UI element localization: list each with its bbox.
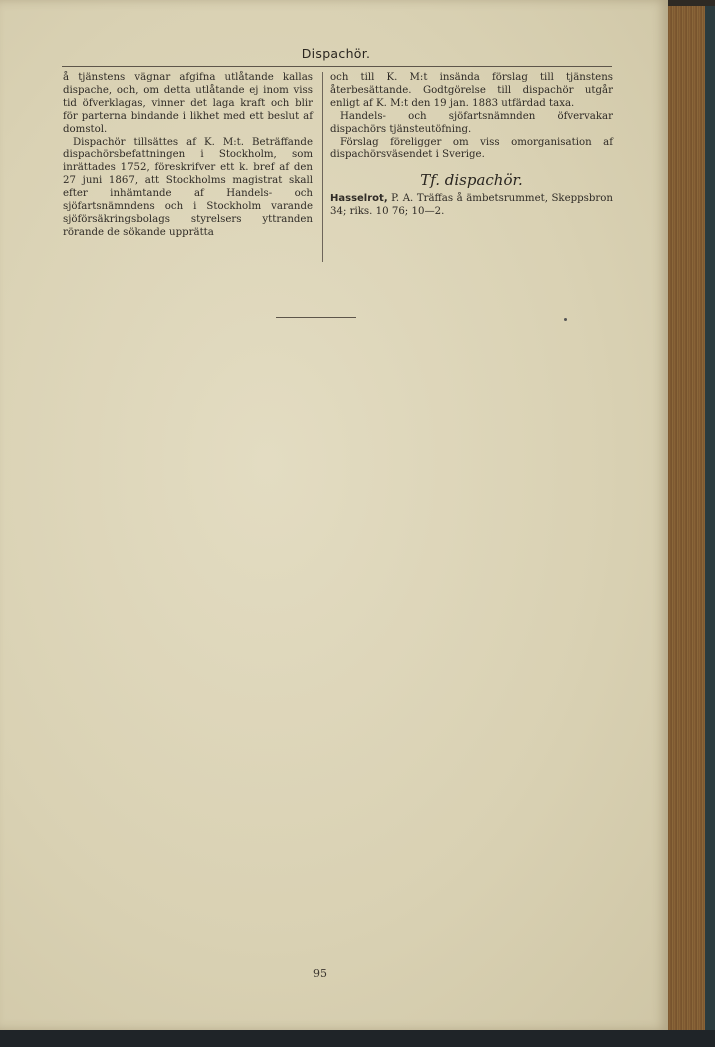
page-edges <box>668 6 715 1040</box>
right-column <box>330 72 613 219</box>
section-end-rule <box>276 317 356 318</box>
left-paragraph-1: å tjänstens vägnar afgifna utlåtande kallas dispache, och, om detta utlåtande ej inom viss tid öfverklagas, vinner det laga kraft och blir för parterna bindande i likhet med ett beslut af domstol. <box>63 72 313 135</box>
entry-name: Hasselrot, <box>330 193 388 205</box>
left-paragraph-2: Dispachör tillsättes af K. M:t. Beträffande dispachörsbefattningen i Stockholm, som inrättades 1752, föreskrifver ett k. bref af den 27 juni 1867, att Stockholms magistrat skall efter inhämtande af Handels- och sjöfartsnämndens och i Stockholm varande sjöförsäkringsbolags styrelsers yttranden rörande de sökande upprätta <box>63 136 313 238</box>
left-column <box>63 72 313 240</box>
section-subheading: Tf. dispachör. <box>420 171 523 190</box>
entry-text: P. A. Träffas å ämbetsrummet, Skeppsbron 34; riks. 10 76; 10—2. <box>330 193 613 218</box>
page-title: Dispachör. <box>301 46 371 61</box>
ink-speck <box>564 318 567 321</box>
right-paragraph-3: Förslag föreligger om viss omorganisation af dispachörsväsendet i Sverige. <box>330 136 613 161</box>
directory-entry <box>330 193 613 219</box>
scan-background <box>0 1030 715 1047</box>
column-divider <box>322 72 323 262</box>
header-rule <box>62 66 612 67</box>
page-number: 95 <box>313 967 327 980</box>
right-paragraph-1: och till K. M:t insända förslag till tjänstens återbesättande. Godtgörelse till dispachör utgår enligt af K. M:t den 19 jan. 1883 utfärdad taxa. <box>330 72 613 109</box>
right-paragraph-2: Handels- och sjöfartsnämnden öfvervakar dispachörs tjänsteutöfning. <box>330 110 613 135</box>
